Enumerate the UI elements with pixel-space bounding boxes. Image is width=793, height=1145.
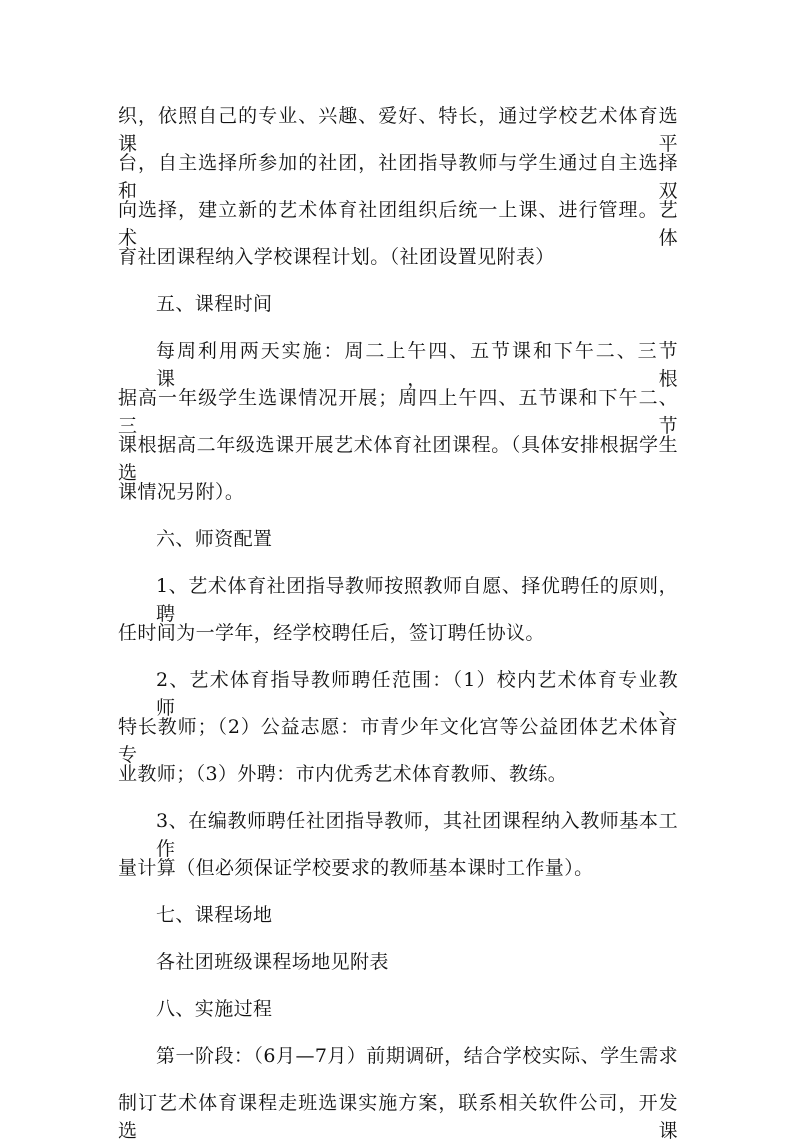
- section-heading-teachers: 六、师资配置: [156, 528, 273, 550]
- paragraph-line: 据高一年级学生选课情况开展；周四上午四、五节课和下午二、三节: [118, 387, 678, 437]
- paragraph-line: 课根据高二年级选课开展艺术体育社团课程。（具体安排根据学生选: [118, 434, 678, 484]
- paragraph-line: 3、在编教师聘任社团指导教师，其社团课程纳入教师基本工作: [156, 810, 678, 860]
- paragraph-line: 任时间为一学年，经学校聘任后，签订聘任协议。: [118, 622, 545, 644]
- section-heading-process: 八、实施过程: [156, 998, 273, 1020]
- paragraph-line: 织，依照自己的专业、兴趣、爱好、特长，通过学校艺术体育选课平: [118, 105, 678, 155]
- paragraph-line: 课情况另附）。: [118, 481, 245, 503]
- paragraph-line: 台，自主选择所参加的社团，社团指导教师与学生通过自主选择和双: [118, 152, 678, 202]
- paragraph-line: 特长教师；（2）公益志愿：市青少年文化宫等公益团体艺术体育专: [118, 716, 678, 766]
- section-heading-venue: 七、课程场地: [156, 904, 273, 926]
- paragraph-line: 制订艺术体育课程走班选课实施方案，联系相关软件公司，开发选课: [118, 1092, 678, 1142]
- paragraph-line: 各社团班级课程场地见附表: [156, 951, 389, 973]
- paragraph-line: 2、艺术体育指导教师聘任范围：（1）校内艺术体育专业教师、: [156, 669, 678, 719]
- paragraph-line: 向选择，建立新的艺术体育社团组织后统一上课、进行管理。艺术体: [118, 199, 678, 249]
- paragraph-line: 每周利用两天实施：周二上午四、五节课和下午二、三节课，根: [156, 340, 678, 390]
- paragraph-line: 业教师；（3）外聘：市内优秀艺术体育教师、教练。: [118, 763, 568, 785]
- paragraph-line: 第一阶段：（6月—7月）前期调研，结合学校实际、学生需求: [156, 1045, 678, 1067]
- section-heading-course-time: 五、课程时间: [156, 293, 273, 315]
- paragraph-line: 1、艺术体育社团指导教师按照教师自愿、择优聘任的原则，聘: [156, 575, 678, 625]
- paragraph-line: 量计算（但必须保证学校要求的教师基本课时工作量）。: [118, 857, 594, 879]
- paragraph-line: 育社团课程纳入学校课程计划。（社团设置见附表）: [118, 246, 555, 268]
